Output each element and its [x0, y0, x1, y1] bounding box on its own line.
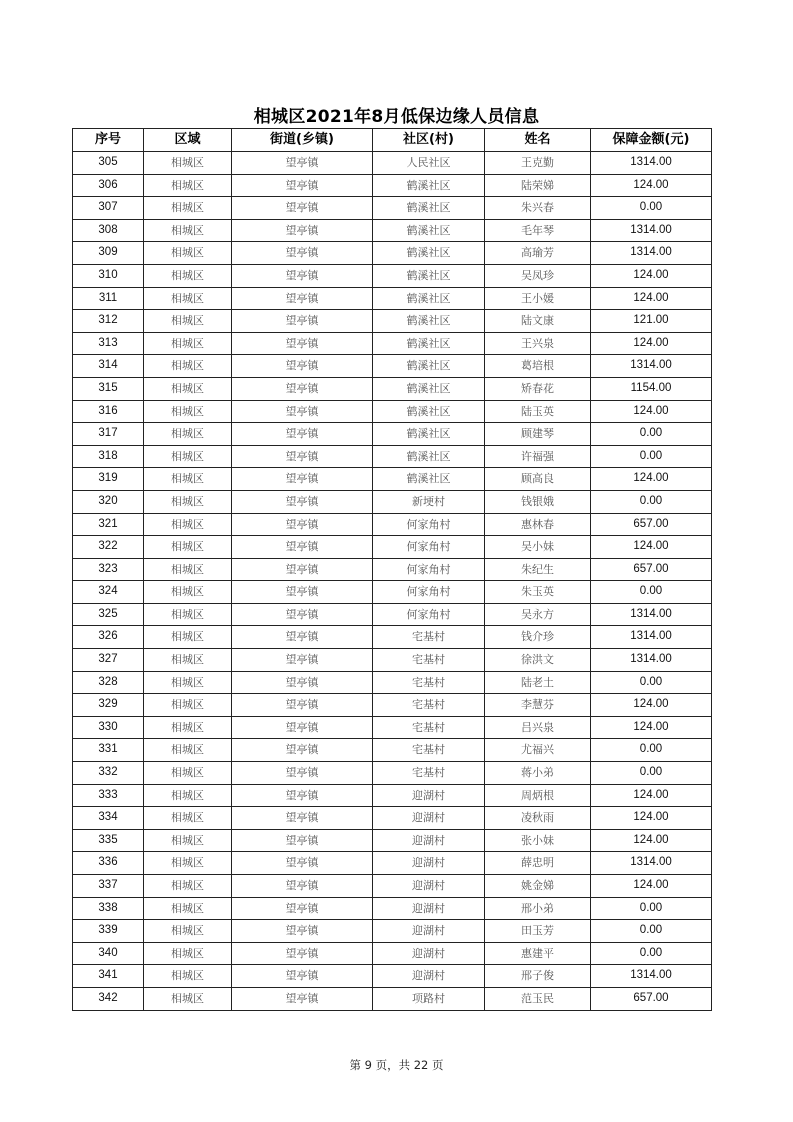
cell-seq: 313 [73, 332, 144, 355]
cell-name: 毛年琴 [485, 219, 591, 242]
cell-seq: 340 [73, 942, 144, 965]
cell-street: 望亭镇 [232, 264, 373, 287]
cell-amount: 124.00 [591, 875, 712, 898]
cell-area: 相城区 [144, 242, 232, 265]
cell-community: 鹤溪社区 [373, 174, 485, 197]
cell-amount: 1314.00 [591, 626, 712, 649]
cell-street: 望亭镇 [232, 242, 373, 265]
cell-community: 人民社区 [373, 152, 485, 175]
cell-area: 相城区 [144, 536, 232, 559]
cell-seq: 321 [73, 513, 144, 536]
cell-street: 望亭镇 [232, 920, 373, 943]
cell-community: 项路村 [373, 987, 485, 1010]
header-community: 社区(村) [373, 129, 485, 152]
cell-area: 相城区 [144, 174, 232, 197]
table-row [73, 332, 712, 355]
cell-seq: 333 [73, 784, 144, 807]
cell-street: 望亭镇 [232, 581, 373, 604]
cell-amount: 1314.00 [591, 219, 712, 242]
cell-area: 相城区 [144, 739, 232, 762]
cell-community: 何家角村 [373, 603, 485, 626]
cell-amount: 124.00 [591, 829, 712, 852]
cell-name: 惠林春 [485, 513, 591, 536]
cell-community: 鹤溪社区 [373, 310, 485, 333]
cell-street: 望亭镇 [232, 513, 373, 536]
table-row [73, 287, 712, 310]
cell-area: 相城区 [144, 987, 232, 1010]
cell-seq: 319 [73, 468, 144, 491]
cell-community: 宅基村 [373, 649, 485, 672]
cell-community: 鹤溪社区 [373, 332, 485, 355]
cell-amount: 0.00 [591, 739, 712, 762]
table-row [73, 219, 712, 242]
cell-amount: 124.00 [591, 807, 712, 830]
cell-street: 望亭镇 [232, 762, 373, 785]
table-row [73, 468, 712, 491]
cell-street: 望亭镇 [232, 897, 373, 920]
table-row [73, 558, 712, 581]
cell-seq: 331 [73, 739, 144, 762]
cell-area: 相城区 [144, 445, 232, 468]
cell-community: 何家角村 [373, 513, 485, 536]
cell-seq: 328 [73, 671, 144, 694]
cell-street: 望亭镇 [232, 739, 373, 762]
cell-name: 王小媛 [485, 287, 591, 310]
cell-seq: 337 [73, 875, 144, 898]
cell-amount: 1314.00 [591, 965, 712, 988]
cell-amount: 124.00 [591, 174, 712, 197]
cell-street: 望亭镇 [232, 807, 373, 830]
cell-amount: 0.00 [591, 762, 712, 785]
cell-street: 望亭镇 [232, 332, 373, 355]
table-row [73, 377, 712, 400]
cell-name: 王克勤 [485, 152, 591, 175]
cell-street: 望亭镇 [232, 965, 373, 988]
cell-area: 相城区 [144, 581, 232, 604]
cell-seq: 334 [73, 807, 144, 830]
cell-community: 新埂村 [373, 490, 485, 513]
table-row [73, 965, 712, 988]
header-seq: 序号 [73, 129, 144, 152]
cell-name: 朱兴春 [485, 197, 591, 220]
cell-name: 凌秋雨 [485, 807, 591, 830]
cell-street: 望亭镇 [232, 468, 373, 491]
cell-area: 相城区 [144, 875, 232, 898]
cell-seq: 317 [73, 423, 144, 446]
cell-community: 鹤溪社区 [373, 197, 485, 220]
cell-amount: 657.00 [591, 987, 712, 1010]
cell-area: 相城区 [144, 694, 232, 717]
cell-street: 望亭镇 [232, 423, 373, 446]
cell-amount: 0.00 [591, 423, 712, 446]
table-row [73, 197, 712, 220]
cell-area: 相城区 [144, 852, 232, 875]
cell-amount: 0.00 [591, 581, 712, 604]
cell-name: 顾高良 [485, 468, 591, 491]
cell-street: 望亭镇 [232, 377, 373, 400]
cell-community: 鹤溪社区 [373, 377, 485, 400]
cell-street: 望亭镇 [232, 445, 373, 468]
cell-amount: 1154.00 [591, 377, 712, 400]
table-row [73, 152, 712, 175]
cell-amount: 124.00 [591, 264, 712, 287]
cell-area: 相城区 [144, 197, 232, 220]
cell-amount: 1314.00 [591, 852, 712, 875]
table-row [73, 490, 712, 513]
cell-community: 迎湖村 [373, 920, 485, 943]
cell-amount: 0.00 [591, 671, 712, 694]
cell-seq: 324 [73, 581, 144, 604]
cell-name: 朱纪生 [485, 558, 591, 581]
cell-street: 望亭镇 [232, 784, 373, 807]
cell-name: 钱介珍 [485, 626, 591, 649]
cell-name: 姚金娣 [485, 875, 591, 898]
page-title: 相城区2021年8月低保边缘人员信息 [253, 107, 540, 127]
cell-seq: 339 [73, 920, 144, 943]
header-amount: 保障金额(元) [591, 129, 712, 152]
cell-community: 迎湖村 [373, 807, 485, 830]
cell-amount: 0.00 [591, 490, 712, 513]
cell-name: 吕兴泉 [485, 716, 591, 739]
cell-street: 望亭镇 [232, 219, 373, 242]
cell-community: 鹤溪社区 [373, 423, 485, 446]
cell-name: 陆玉英 [485, 400, 591, 423]
cell-amount: 1314.00 [591, 649, 712, 672]
cell-area: 相城区 [144, 152, 232, 175]
table-row [73, 875, 712, 898]
cell-area: 相城区 [144, 468, 232, 491]
table-row [73, 603, 712, 626]
table-row [73, 310, 712, 333]
cell-area: 相城区 [144, 965, 232, 988]
table-row [73, 784, 712, 807]
cell-seq: 315 [73, 377, 144, 400]
cell-community: 宅基村 [373, 626, 485, 649]
cell-area: 相城区 [144, 264, 232, 287]
cell-seq: 342 [73, 987, 144, 1010]
cell-street: 望亭镇 [232, 829, 373, 852]
table-row [73, 762, 712, 785]
cell-name: 吴永方 [485, 603, 591, 626]
cell-name: 薛忠明 [485, 852, 591, 875]
cell-name: 田玉芳 [485, 920, 591, 943]
cell-community: 何家角村 [373, 536, 485, 559]
cell-street: 望亭镇 [232, 694, 373, 717]
cell-name: 顾建琴 [485, 423, 591, 446]
cell-street: 望亭镇 [232, 671, 373, 694]
cell-street: 望亭镇 [232, 852, 373, 875]
cell-street: 望亭镇 [232, 355, 373, 378]
cell-area: 相城区 [144, 490, 232, 513]
table-row [73, 807, 712, 830]
cell-street: 望亭镇 [232, 649, 373, 672]
cell-name: 许福强 [485, 445, 591, 468]
cell-community: 迎湖村 [373, 875, 485, 898]
cell-community: 何家角村 [373, 581, 485, 604]
table-row [73, 581, 712, 604]
cell-seq: 310 [73, 264, 144, 287]
cell-amount: 0.00 [591, 942, 712, 965]
cell-area: 相城区 [144, 332, 232, 355]
table-row [73, 355, 712, 378]
cell-area: 相城区 [144, 920, 232, 943]
cell-area: 相城区 [144, 310, 232, 333]
cell-amount: 124.00 [591, 694, 712, 717]
cell-area: 相城区 [144, 219, 232, 242]
table-row [73, 739, 712, 762]
cell-area: 相城区 [144, 400, 232, 423]
cell-community: 鹤溪社区 [373, 355, 485, 378]
table-row [73, 626, 712, 649]
cell-street: 望亭镇 [232, 400, 373, 423]
cell-area: 相城区 [144, 355, 232, 378]
cell-seq: 335 [73, 829, 144, 852]
cell-seq: 320 [73, 490, 144, 513]
cell-amount: 1314.00 [591, 603, 712, 626]
table-row [73, 513, 712, 536]
cell-street: 望亭镇 [232, 626, 373, 649]
table-row [73, 987, 712, 1010]
cell-area: 相城区 [144, 829, 232, 852]
cell-community: 迎湖村 [373, 852, 485, 875]
cell-name: 陆文康 [485, 310, 591, 333]
cell-seq: 314 [73, 355, 144, 378]
cell-amount: 657.00 [591, 513, 712, 536]
cell-area: 相城区 [144, 649, 232, 672]
header-street: 街道(乡镇) [232, 129, 373, 152]
cell-name: 高瑜芳 [485, 242, 591, 265]
cell-community: 鹤溪社区 [373, 264, 485, 287]
cell-seq: 338 [73, 897, 144, 920]
cell-seq: 307 [73, 197, 144, 220]
cell-community: 宅基村 [373, 762, 485, 785]
cell-community: 迎湖村 [373, 784, 485, 807]
cell-area: 相城区 [144, 423, 232, 446]
cell-community: 迎湖村 [373, 965, 485, 988]
cell-name: 李慧芬 [485, 694, 591, 717]
cell-street: 望亭镇 [232, 197, 373, 220]
cell-seq: 332 [73, 762, 144, 785]
cell-street: 望亭镇 [232, 174, 373, 197]
table-row [73, 852, 712, 875]
header-name: 姓名 [485, 129, 591, 152]
low-income-table [72, 128, 712, 1011]
cell-seq: 323 [73, 558, 144, 581]
cell-street: 望亭镇 [232, 603, 373, 626]
cell-name: 邢子俊 [485, 965, 591, 988]
cell-name: 陆老土 [485, 671, 591, 694]
cell-community: 迎湖村 [373, 942, 485, 965]
cell-area: 相城区 [144, 513, 232, 536]
cell-community: 鹤溪社区 [373, 445, 485, 468]
cell-street: 望亭镇 [232, 152, 373, 175]
cell-community: 宅基村 [373, 716, 485, 739]
cell-area: 相城区 [144, 784, 232, 807]
table-row [73, 423, 712, 446]
table-row [73, 536, 712, 559]
table-row [73, 445, 712, 468]
cell-seq: 341 [73, 965, 144, 988]
page-number: 第 9 页，共 22 页 [349, 1058, 444, 1072]
cell-name: 王兴泉 [485, 332, 591, 355]
cell-community: 迎湖村 [373, 897, 485, 920]
cell-name: 吴凤珍 [485, 264, 591, 287]
table-row [73, 716, 712, 739]
cell-amount: 1314.00 [591, 355, 712, 378]
cell-seq: 322 [73, 536, 144, 559]
cell-amount: 0.00 [591, 197, 712, 220]
cell-seq: 311 [73, 287, 144, 310]
cell-name: 徐洪文 [485, 649, 591, 672]
cell-area: 相城区 [144, 762, 232, 785]
table-row [73, 920, 712, 943]
cell-amount: 1314.00 [591, 242, 712, 265]
cell-area: 相城区 [144, 807, 232, 830]
cell-community: 宅基村 [373, 694, 485, 717]
table-row [73, 694, 712, 717]
cell-amount: 124.00 [591, 287, 712, 310]
cell-area: 相城区 [144, 942, 232, 965]
cell-name: 范玉民 [485, 987, 591, 1010]
cell-street: 望亭镇 [232, 490, 373, 513]
cell-amount: 1314.00 [591, 152, 712, 175]
table-row [73, 400, 712, 423]
cell-community: 鹤溪社区 [373, 400, 485, 423]
cell-seq: 306 [73, 174, 144, 197]
cell-amount: 657.00 [591, 558, 712, 581]
cell-seq: 327 [73, 649, 144, 672]
cell-street: 望亭镇 [232, 716, 373, 739]
cell-amount: 121.00 [591, 310, 712, 333]
cell-name: 钱银娥 [485, 490, 591, 513]
cell-seq: 336 [73, 852, 144, 875]
cell-name: 周炳根 [485, 784, 591, 807]
cell-seq: 312 [73, 310, 144, 333]
cell-name: 惠建平 [485, 942, 591, 965]
cell-community: 宅基村 [373, 671, 485, 694]
cell-area: 相城区 [144, 671, 232, 694]
cell-area: 相城区 [144, 377, 232, 400]
cell-name: 葛培根 [485, 355, 591, 378]
cell-name: 邢小弟 [485, 897, 591, 920]
cell-name: 矫春花 [485, 377, 591, 400]
cell-seq: 305 [73, 152, 144, 175]
cell-community: 宅基村 [373, 739, 485, 762]
cell-seq: 329 [73, 694, 144, 717]
cell-seq: 318 [73, 445, 144, 468]
cell-seq: 326 [73, 626, 144, 649]
cell-community: 鹤溪社区 [373, 468, 485, 491]
cell-area: 相城区 [144, 716, 232, 739]
cell-area: 相城区 [144, 558, 232, 581]
table-row [73, 174, 712, 197]
cell-amount: 124.00 [591, 784, 712, 807]
cell-amount: 124.00 [591, 716, 712, 739]
cell-seq: 330 [73, 716, 144, 739]
cell-street: 望亭镇 [232, 558, 373, 581]
cell-community: 鹤溪社区 [373, 242, 485, 265]
cell-amount: 0.00 [591, 920, 712, 943]
cell-amount: 0.00 [591, 897, 712, 920]
cell-community: 何家角村 [373, 558, 485, 581]
table-header-row [73, 129, 712, 152]
cell-street: 望亭镇 [232, 287, 373, 310]
cell-community: 迎湖村 [373, 829, 485, 852]
cell-name: 蒋小弟 [485, 762, 591, 785]
cell-area: 相城区 [144, 603, 232, 626]
table-body [73, 152, 712, 1011]
cell-area: 相城区 [144, 287, 232, 310]
cell-name: 尤福兴 [485, 739, 591, 762]
table-row [73, 829, 712, 852]
cell-name: 陆荣娣 [485, 174, 591, 197]
cell-amount: 0.00 [591, 445, 712, 468]
cell-amount: 124.00 [591, 332, 712, 355]
table-row [73, 264, 712, 287]
cell-street: 望亭镇 [232, 942, 373, 965]
cell-name: 朱玉英 [485, 581, 591, 604]
cell-amount: 124.00 [591, 468, 712, 491]
header-area: 区域 [144, 129, 232, 152]
cell-street: 望亭镇 [232, 536, 373, 559]
table-row [73, 242, 712, 265]
cell-amount: 124.00 [591, 536, 712, 559]
cell-seq: 309 [73, 242, 144, 265]
cell-street: 望亭镇 [232, 987, 373, 1010]
table-row [73, 649, 712, 672]
cell-community: 鹤溪社区 [373, 219, 485, 242]
cell-amount: 124.00 [591, 400, 712, 423]
cell-area: 相城区 [144, 897, 232, 920]
table-row [73, 671, 712, 694]
cell-name: 吴小妹 [485, 536, 591, 559]
cell-street: 望亭镇 [232, 875, 373, 898]
cell-seq: 325 [73, 603, 144, 626]
table-row [73, 897, 712, 920]
table-row [73, 942, 712, 965]
cell-seq: 316 [73, 400, 144, 423]
cell-name: 张小妹 [485, 829, 591, 852]
cell-seq: 308 [73, 219, 144, 242]
cell-street: 望亭镇 [232, 310, 373, 333]
cell-community: 鹤溪社区 [373, 287, 485, 310]
cell-area: 相城区 [144, 626, 232, 649]
